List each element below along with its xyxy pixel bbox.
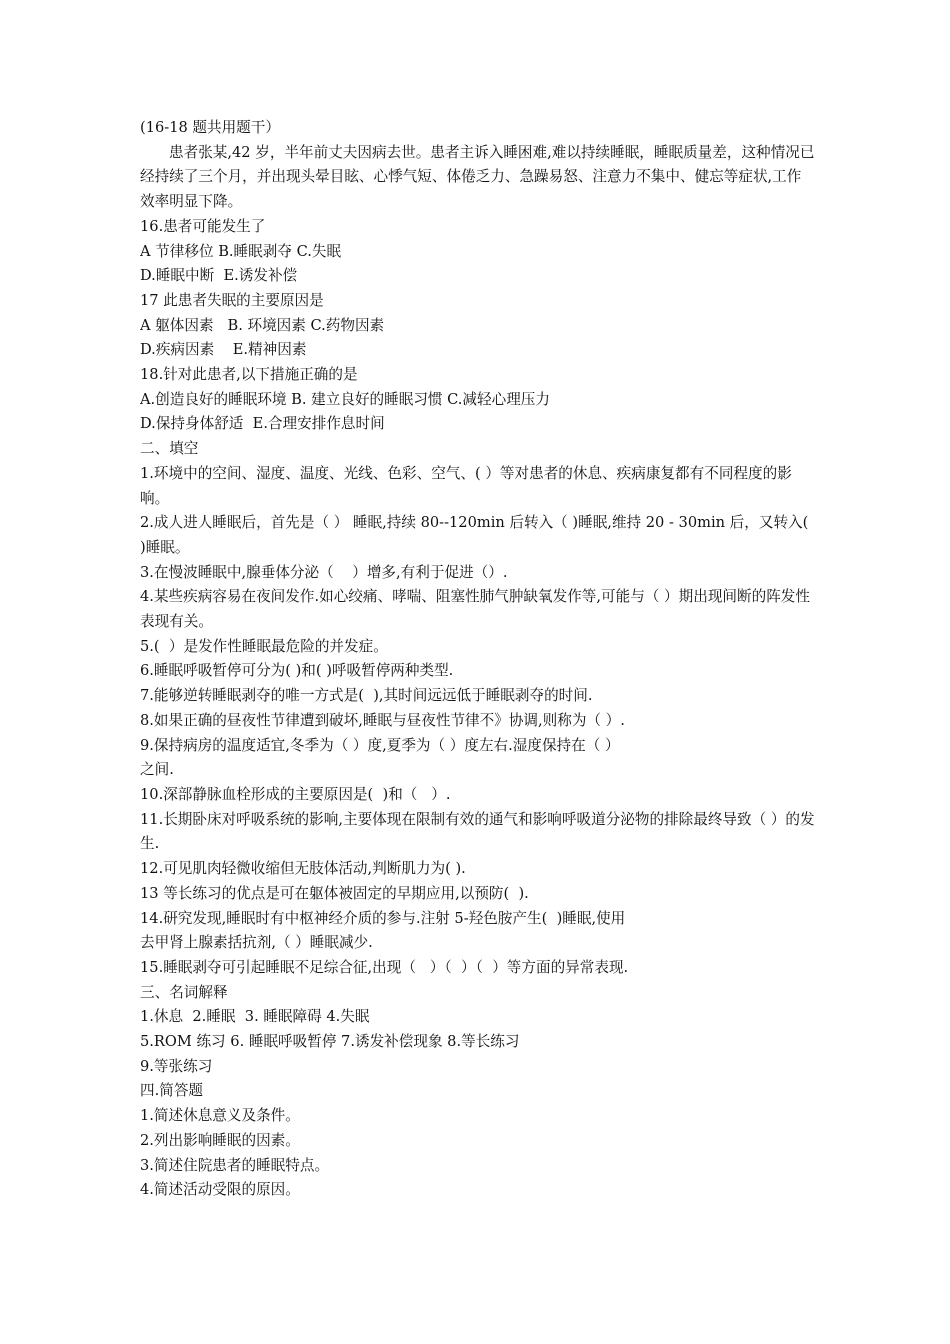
text-line: 二、填空	[140, 440, 199, 458]
text-line: 3.在慢波睡眠中,腺垂体分泌（ ）增多,有利于促进（）.	[140, 563, 508, 581]
text-line: 15.睡眠剥夺可引起睡眠不足综合征,出现（ ）（ ）（ ）等方面的异常表现.	[140, 958, 629, 976]
text-line: 患者张某,42 岁，半年前丈夫因病去世。患者主诉入睡困难,难以持续睡眠，睡眠质量差，这种情况已经持续了三个月，并出现头晕目眩、心悸气短、体倦乏力、急躁易怒、注意力不集中、健忘等症状,工作效率明显下降。	[140, 143, 815, 211]
text-line: 11.长期卧床对呼吸系统的影响,主要体现在限制有效的通气和影响呼吸道分泌物的排除最终导致（ ）的发生.	[140, 810, 815, 853]
text-line: 12.可见肌肉轻微收缩但无肢体活动,判断肌力为( ).	[140, 860, 466, 878]
text-line: 9.等张练习	[140, 1057, 213, 1075]
text-line: 4.简述活动受限的原因。	[140, 1181, 300, 1199]
text-line: 13 等长练习的优点是可在躯体被固定的早期应用,以预防( ).	[140, 884, 529, 902]
text-line: 16.患者可能发生了	[140, 217, 266, 235]
text-line: 1.简述休息意义及条件。	[140, 1107, 300, 1125]
text-line: 17 此患者失眠的主要原因是	[140, 291, 324, 309]
text-line: D.疾病因素 E.精神因素	[140, 341, 307, 359]
text-line: A 躯体因素 B. 环境因素 C.药物因素	[140, 316, 385, 334]
text-line: 8.如果正确的昼夜性节律遭到破坏,睡眠与昼夜性节律不》协调,则称为（ ）.	[140, 711, 625, 729]
text-line: D.睡眠中断 E.诱发补偿	[140, 267, 298, 285]
text-line: 10.深部静脉血栓形成的主要原因是( )和（ ）.	[140, 785, 451, 803]
text-line: 5.( ）是发作性睡眠最危险的并发症。	[140, 637, 388, 655]
text-line: 9.保持病房的温度适宜,冬季为（ ）度,夏季为（ ）度左右.湿度保持在（ ）	[140, 736, 620, 754]
text-line: 7.能够逆转睡眠剥夺的唯一方式是( ),其时间远远低于睡眠剥夺的时间.	[140, 687, 593, 705]
text-line: 14.研究发现,睡眠时有中枢神经介质的参与.注射 5-羟色胺产生( )睡眠,使用	[140, 909, 626, 927]
text-line: 3.简述住院患者的睡眠特点。	[140, 1156, 330, 1174]
text-line: 5.ROM 练习 6. 睡眠呼吸暂停 7.诱发补偿现象 8.等长练习	[140, 1033, 520, 1051]
text-line: 18.针对此患者,以下措施正确的是	[140, 366, 358, 384]
text-line: 四.简答题	[140, 1082, 204, 1100]
document-page	[140, 116, 815, 1203]
text-line: 1.休息 2.睡眠 3. 睡眠障碍 4.失眠	[140, 1008, 370, 1026]
text-line: 2.列出影响睡眠的因素。	[140, 1131, 300, 1149]
text-line: 之间.	[140, 761, 174, 779]
text-line: 三、名词解释	[140, 983, 228, 1001]
text-line: 6.睡眠呼吸暂停可分为( )和( )呼吸暂停两种类型.	[140, 662, 454, 680]
text-line: 2.成人进人睡眠后，首先是（ ） 睡眠,持续 80--120min 后转入（ )睡眠,维持 20 - 30min 后，又转入( )睡眠。	[140, 514, 809, 556]
text-line: 去甲肾上腺素括抗剂,（ ）睡眠减少.	[140, 934, 373, 952]
text-line: A.创造良好的睡眠环境 B. 建立良好的睡眠习惯 C.减轻心理压力	[140, 390, 550, 408]
text-line: 1.环境中的空间、湿度、温度、光线、色彩、空气、( ）等对患者的休息、疾病康复都有不同程度的影响。	[140, 464, 792, 507]
text-line: (16-18 题共用题干）	[140, 119, 280, 136]
text-line: D.保持身体舒适 E.合理安排作息时间	[140, 415, 385, 433]
text-line: A 节律移位 B.睡眠剥夺 C.失眠	[140, 242, 342, 260]
text-line: 4.某些疾病容易在夜间发作.如心绞痛、哮喘、阻塞性肺气肿缺氧发作等,可能与（ ）期出现间断的阵发性表现有关。	[140, 588, 810, 631]
